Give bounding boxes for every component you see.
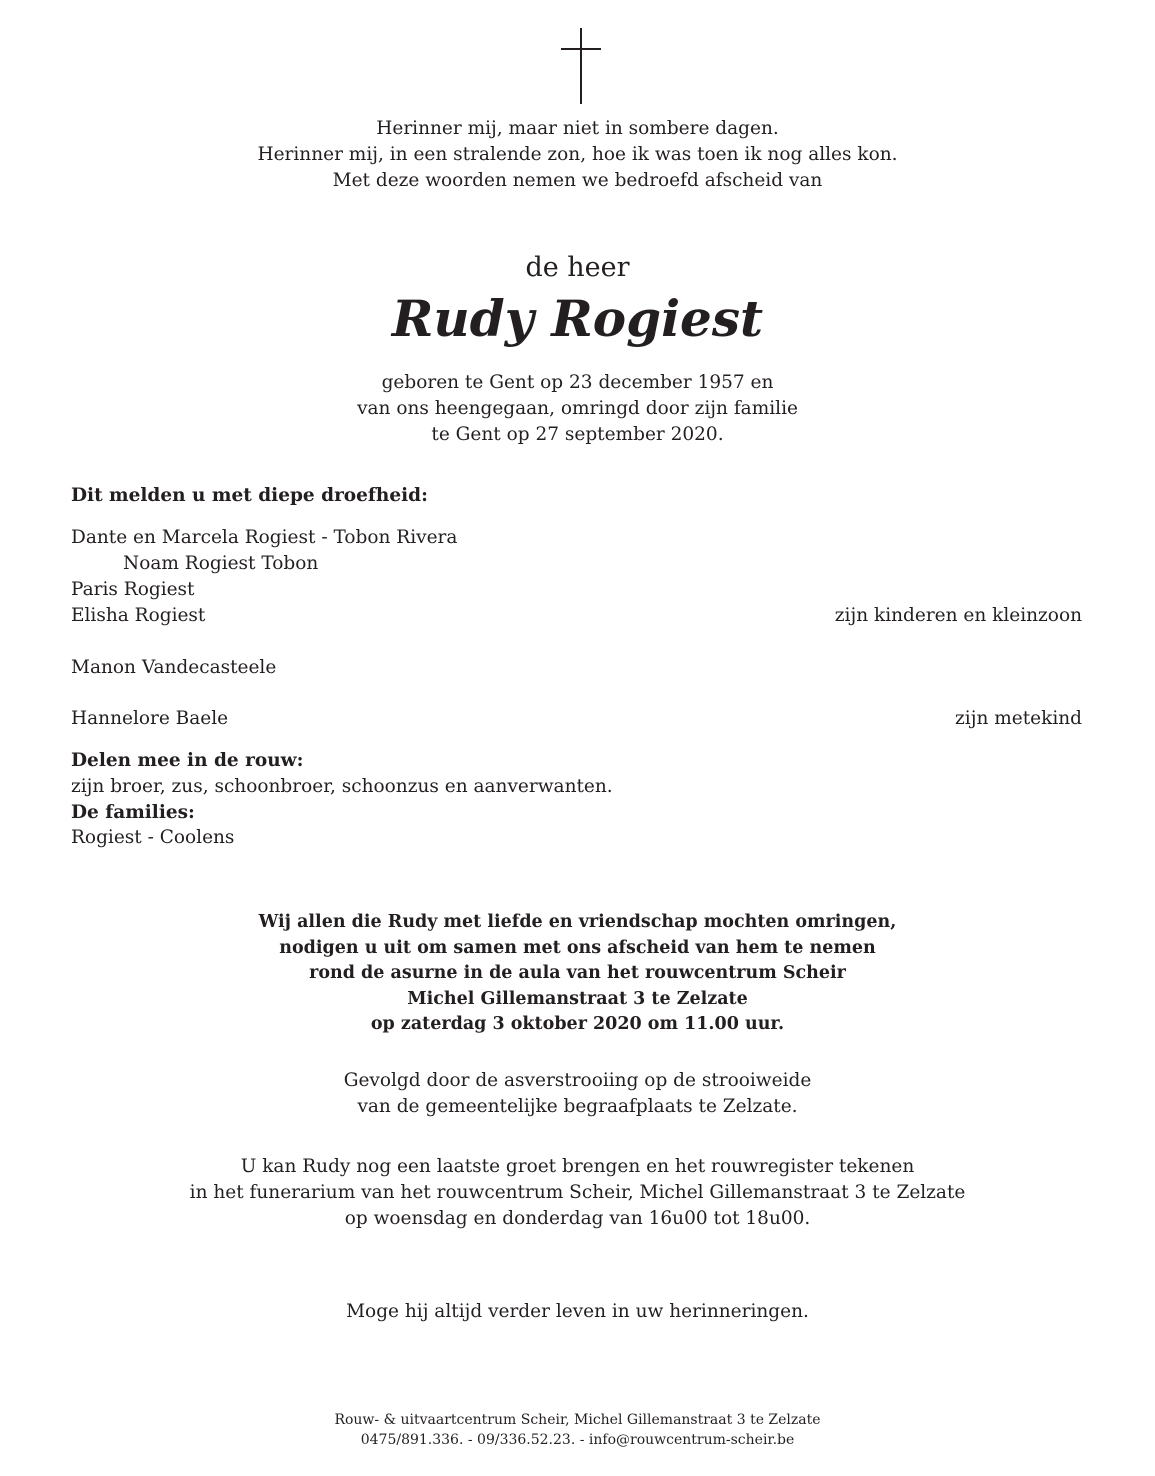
cross-icon bbox=[561, 28, 601, 104]
family-relation: zijn kinderen en kleinzoon bbox=[834, 605, 1082, 626]
mourning-heading: Delen mee in de rouw: bbox=[71, 750, 304, 771]
ceremony-line: nodigen u uit om samen met ons afscheid van hem te nemen bbox=[279, 937, 876, 958]
ceremony-line: Wij allen die Rudy met liefde en vriendschap mochten omringen, bbox=[258, 912, 897, 932]
footer-line: 0475/891.336. - 09/336.52.23. - info@rouwcentrum-scheir.be bbox=[360, 1432, 795, 1448]
birth-death-info bbox=[0, 370, 1155, 448]
birth-line: geboren te Gent op 23 december 1957 en bbox=[381, 372, 774, 393]
ceremony-info bbox=[0, 910, 1155, 1038]
strewing-line: van de gemeentelijke begraafplaats te Zelzate. bbox=[357, 1096, 798, 1117]
family-member: Paris Rogiest bbox=[71, 579, 195, 600]
birth-line: te Gent op 27 september 2020. bbox=[431, 424, 724, 445]
visit-line: in het funerarium van het rouwcentrum Scheir, Michel Gillemanstraat 3 te Zelzate bbox=[189, 1182, 966, 1203]
family-member: Noam Rogiest Tobon bbox=[123, 553, 319, 574]
footer-line: Rouw- & uitvaartcentrum Scheir, Michel Gillemanstraat 3 te Zelzate bbox=[334, 1412, 821, 1428]
poem-line: Herinner mij, maar niet in sombere dagen. bbox=[376, 118, 779, 139]
deceased-name: Rudy Rogiest bbox=[391, 289, 764, 348]
family-member: Manon Vandecasteele bbox=[71, 657, 277, 678]
mourning-text: zijn broer, zus, schoonbroer, schoonzus en aanverwanten. bbox=[71, 776, 613, 797]
strewing-info bbox=[0, 1068, 1155, 1120]
families-heading: De families: bbox=[71, 802, 195, 823]
family-member: Hannelore Baele bbox=[71, 708, 229, 729]
family-member: Elisha Rogiest bbox=[71, 605, 206, 626]
visit-line: U kan Rudy nog een laatste groet brengen en het rouwregister tekenen bbox=[240, 1156, 915, 1177]
closing-text: Moge hij altijd verder leven in uw herinneringen. bbox=[346, 1301, 809, 1322]
honorific: de heer bbox=[525, 252, 630, 283]
poem-line: Herinner mij, in een stralende zon, hoe ik was toen ik nog alles kon. bbox=[257, 144, 898, 165]
strewing-line: Gevolgd door de asverstrooiing op de strooiweide bbox=[343, 1070, 812, 1091]
birth-line: van ons heengegaan, omringd door zijn familie bbox=[357, 398, 798, 419]
announce-heading: Dit melden u met diepe droefheid: bbox=[71, 485, 428, 506]
visit-info bbox=[0, 1154, 1155, 1232]
ceremony-line: Michel Gillemanstraat 3 te Zelzate bbox=[407, 988, 748, 1009]
ceremony-line: rond de asurne in de aula van het rouwcentrum Scheir bbox=[309, 963, 846, 983]
families-text: Rogiest - Coolens bbox=[71, 827, 235, 848]
footer bbox=[0, 1410, 1155, 1450]
family-relation: zijn metekind bbox=[955, 708, 1082, 729]
poem bbox=[0, 116, 1155, 194]
ceremony-line: op zaterdag 3 oktober 2020 om 11.00 uur. bbox=[370, 1014, 785, 1034]
family-member: Dante en Marcela Rogiest - Tobon Rivera bbox=[71, 527, 458, 548]
poem-line: Met deze woorden nemen we bedroefd afscheid van bbox=[332, 170, 823, 191]
visit-line: op woensdag en donderdag van 16u00 tot 18u00. bbox=[344, 1208, 811, 1229]
